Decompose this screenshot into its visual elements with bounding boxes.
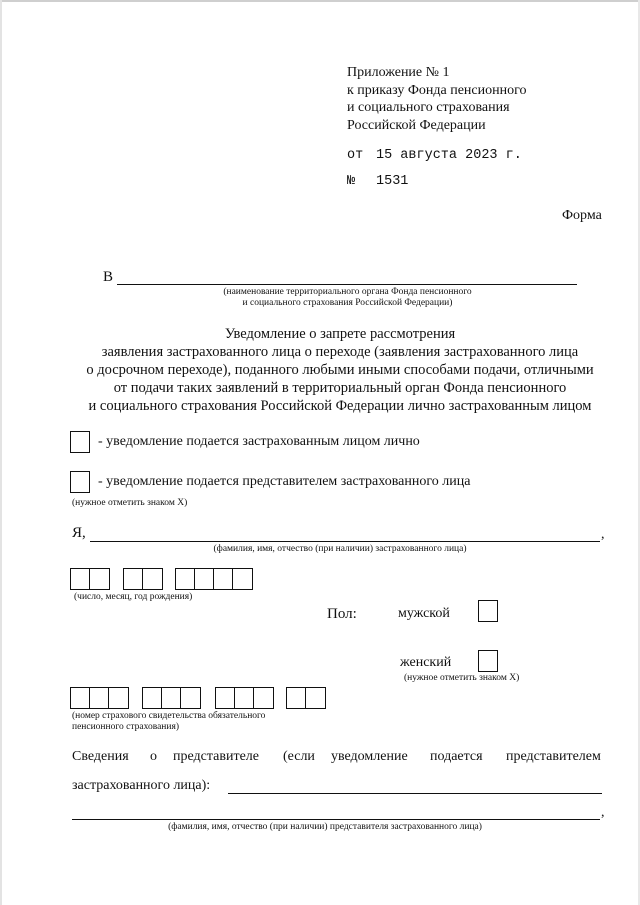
recipient-caption-1: (наименование территориального органа Фонда пенсионного <box>223 287 472 297</box>
digit-cell[interactable] <box>124 569 143 589</box>
appendix-title: Приложение № 1 <box>347 65 450 80</box>
gender-hint: (нужное отметить знаком Х) <box>404 673 520 683</box>
digit-cell[interactable] <box>176 569 195 589</box>
gender-label: Пол: <box>327 606 357 622</box>
snils-caption-1: (номер страхового свидетельства обязательного <box>72 711 266 721</box>
snils-group-1[interactable] <box>70 687 129 709</box>
representative-word: представителем <box>506 749 601 764</box>
snils-group-4[interactable] <box>286 687 326 709</box>
representative-comma: , <box>601 805 605 820</box>
gender-female-checkbox[interactable] <box>478 650 498 672</box>
appendix-fund-line: и социального страхования <box>347 100 510 115</box>
digit-cell[interactable] <box>287 688 306 708</box>
notice-title-line2: заявления застрахованного лица о переходе (заявления застрахованного лица <box>101 344 579 360</box>
personal-checkbox[interactable] <box>70 431 90 453</box>
appendix-country-line: Российской Федерации <box>347 118 486 133</box>
recipient-prefix: В <box>103 269 114 285</box>
snils-caption-2: пенсионного страхования) <box>72 722 180 732</box>
appendix-number-prefix: № <box>347 174 356 189</box>
appendix-order-line: к приказу Фонда пенсионного <box>347 83 527 98</box>
digit-cell[interactable] <box>90 688 109 708</box>
representative-word: (если <box>283 749 315 764</box>
digit-cell[interactable] <box>306 688 325 708</box>
representative-word: представителе <box>173 749 259 764</box>
representative-line2-label: застрахованного лица): <box>72 778 211 793</box>
birth-day-cells[interactable] <box>70 568 110 590</box>
representative-field-line-1[interactable] <box>228 793 602 794</box>
representative-checkbox[interactable] <box>70 471 90 493</box>
applicant-caption: (фамилия, имя, отчество (при наличии) застрахованного лица) <box>213 544 467 554</box>
digit-cell[interactable] <box>90 569 109 589</box>
digit-cell[interactable] <box>143 688 162 708</box>
personal-option-label: - уведомление подается застрахованным лицом лично <box>98 434 420 449</box>
representative-option-label: - уведомление подается представителем застрахованного лица <box>98 474 471 489</box>
birth-month-cells[interactable] <box>123 568 163 590</box>
digit-cell[interactable] <box>181 688 200 708</box>
digit-cell[interactable] <box>195 569 214 589</box>
gender-male-label: мужской <box>398 606 450 621</box>
birth-date-caption: (число, месяц, год рождения) <box>74 592 193 602</box>
representative-word: подается <box>430 749 483 764</box>
digit-cell[interactable] <box>143 569 162 589</box>
digit-cell[interactable] <box>71 688 90 708</box>
page-edge-top <box>0 0 640 2</box>
digit-cell[interactable] <box>254 688 273 708</box>
appendix-date-prefix: от <box>347 148 364 163</box>
birth-year-cells[interactable] <box>175 568 253 590</box>
applicant-prefix: Я, <box>72 525 86 541</box>
representative-field-line-2[interactable] <box>72 819 600 820</box>
digit-cell[interactable] <box>71 569 90 589</box>
gender-female-label: женский <box>400 655 452 670</box>
notice-title-line5: и социального страхования Российской Федерации лично застрахованным лицом <box>88 398 592 414</box>
page-edge-left <box>0 0 2 905</box>
notice-title-line4: от подачи таких заявлений в территориальный орган Фонда пенсионного <box>113 380 567 396</box>
recipient-field-line[interactable] <box>117 284 577 285</box>
applicant-name-line[interactable] <box>90 541 600 542</box>
notice-title-line3: о досрочном переходе), поданного любыми иными способами подачи, отличными <box>86 362 594 378</box>
notice-title-line1: Уведомление о запрете рассмотрения <box>224 326 456 342</box>
digit-cell[interactable] <box>214 569 233 589</box>
representative-word: о <box>150 749 157 764</box>
digit-cell[interactable] <box>162 688 181 708</box>
recipient-caption-2: и социального страхования Российской Федерации) <box>242 298 453 308</box>
gender-male-checkbox[interactable] <box>478 600 498 622</box>
digit-cell[interactable] <box>109 688 128 708</box>
representative-word: Сведения <box>72 749 129 764</box>
representative-word: уведомление <box>331 749 408 764</box>
representative-caption: (фамилия, имя, отчество (при наличии) представителя застрахованного лица) <box>168 822 482 832</box>
digit-cell[interactable] <box>235 688 254 708</box>
notice-title <box>60 325 620 415</box>
options-hint: (нужное отметить знаком Х) <box>72 498 188 508</box>
form-label: Форма <box>562 208 602 223</box>
digit-cell[interactable] <box>233 569 252 589</box>
appendix-date: 15 августа 2023 г. <box>376 148 522 163</box>
snils-group-2[interactable] <box>142 687 201 709</box>
snils-group-3[interactable] <box>215 687 274 709</box>
applicant-comma: , <box>601 527 605 542</box>
digit-cell[interactable] <box>216 688 235 708</box>
appendix-number: 1531 <box>376 174 409 189</box>
